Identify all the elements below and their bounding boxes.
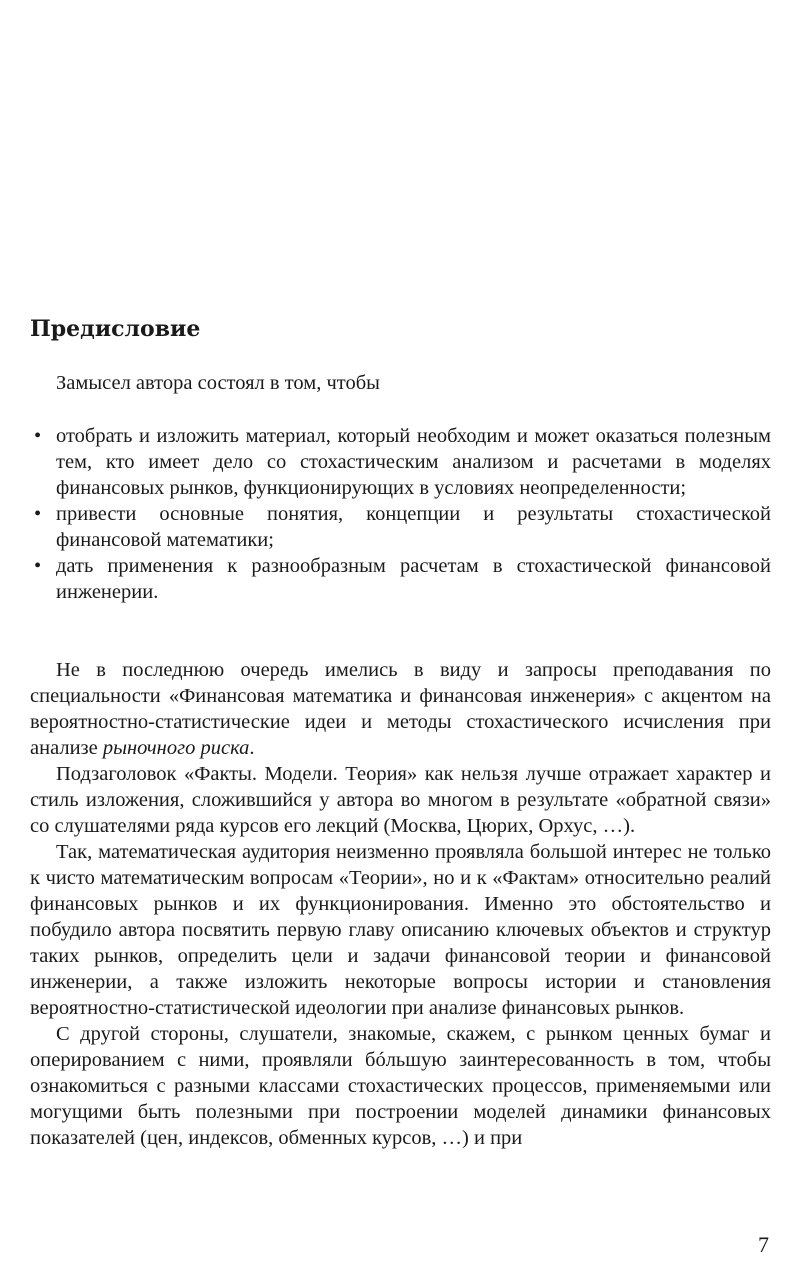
bullet-icon: • [34, 555, 42, 577]
intro-sentence: Замысел автора состоял в том, чтобы [56, 372, 380, 394]
list-item-text: отобрать и изложить материал, который необходим и может оказаться полезным тем, кто имеет дело со стохастическим анализом и расчетами в моделях финансовых рынков, функционирующих в условиях неопределенности; [56, 425, 771, 499]
bullet-icon: • [34, 425, 42, 447]
page-number: 7 [758, 1232, 769, 1257]
paragraph-text: Не в последнюю очередь имелись в виду и запросы преподавания по специальности «Финансовая математика и финансовая инженерия» с акцентом на вероятностно-статистические идеи и методы стохастического исчисления при анализе [30, 659, 771, 759]
paragraph: С другой стороны, слушатели, знакомые, скажем, с рынком ценных бумаг и оперированием с ними, проявляли бóльшую заинтересованность в том, чтобы ознакомиться с разными классами стохастических процессов, применяемыми или могущими быть полезными при построении моделей динамики финансовых показателей (цен, индексов, обменных курсов, …) и при [30, 1023, 771, 1149]
body-text [30, 657, 771, 1151]
list-item-text: дать применения к разнообразным расчетам в стохастической финансовой инженерии. [56, 555, 771, 603]
list-item-text: привести основные понятия, концепции и результаты стохастической финансовой математики; [56, 503, 771, 551]
chapter-heading: Предисловие [30, 316, 201, 342]
paragraph: Подзаголовок «Факты. Модели. Теория» как нельзя лучше отражает характер и стиль изложения, сложившийся у автора во многом в результате «обратной связи» со слушателями ряда курсов его лекций (Москва, Цюрих, Орхус, …). [30, 763, 771, 837]
paragraph [30, 657, 771, 761]
paragraph-end: . [249, 737, 255, 759]
italic-term: рыночного риска [102, 737, 250, 759]
bullet-icon: • [34, 503, 42, 525]
list-item [30, 423, 771, 501]
list-item [30, 553, 771, 605]
bullet-list [30, 423, 771, 605]
paragraph: Так, математическая аудитория неизменно проявляла большой интерес не только к чисто математическим вопросам «Теории», но и к «Фактам» относительно реалий финансовых рынков и их функционирования. Именно это обстоятельство и побудило автора посвятить первую главу описанию ключевых объектов и структур таких рынков, определить цели и задачи финансовой теории и финансовой инженерии, а также изложить некоторые вопросы истории и становления вероятностно-статистической идеологии при анализе финансовых рынков. [30, 841, 771, 1019]
list-item [30, 501, 771, 553]
